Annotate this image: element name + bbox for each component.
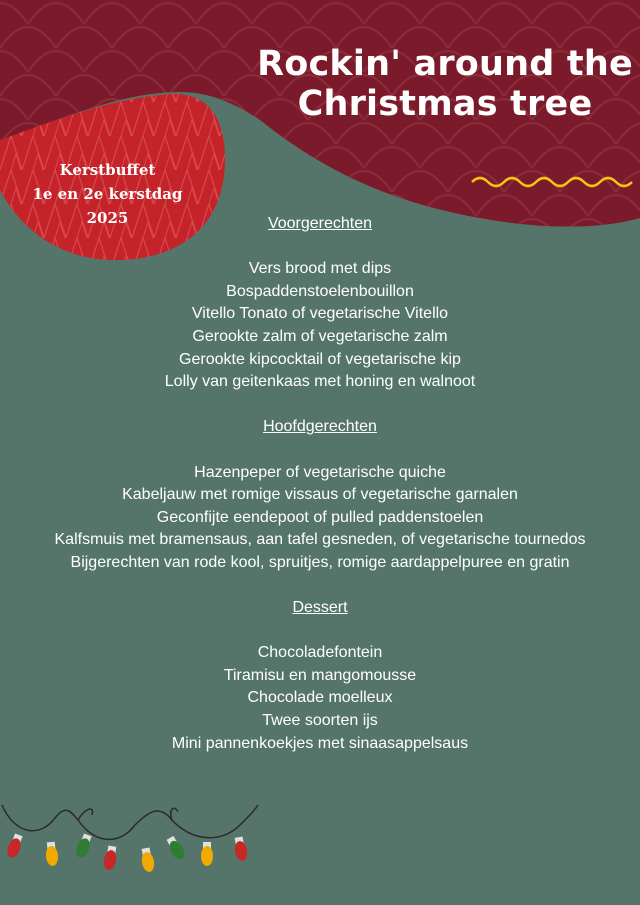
light-bulb-yellow-3 xyxy=(201,842,213,866)
menu-section-dessert xyxy=(0,597,640,755)
light-bulb-yellow-2 xyxy=(140,847,156,873)
menu-item: Lolly van geitenkaas met honing en walnoot xyxy=(164,373,476,391)
title-line-1: Rockin' around the xyxy=(257,44,633,84)
badge-line-3: 2025 xyxy=(86,209,129,227)
light-bulb-red-1 xyxy=(5,833,24,860)
light-bulb-yellow-1 xyxy=(45,842,59,867)
menu-item: Vers brood met dips xyxy=(248,260,392,278)
menu-item: Kabeljauw met romige vissaus of vegetarische garnalen xyxy=(122,486,518,504)
menu-item: Bijgerechten van rode kool, spruitjes, romige aardappelpuree en gratin xyxy=(70,553,570,571)
badge-line-1: Kerstbuffet xyxy=(59,161,156,179)
menu-section-voorgerechten xyxy=(0,213,640,394)
light-bulb-red-2 xyxy=(102,845,118,871)
page-title xyxy=(250,44,640,124)
menu-item: Hazenpeper of vegetarische quiche xyxy=(194,463,446,481)
menu-item: Tiramisu en mangomousse xyxy=(223,666,417,684)
title-line-2: Christmas tree xyxy=(297,84,593,124)
menu xyxy=(0,213,640,778)
menu-item: Mini pannenkoekjes met sinaasappelsaus xyxy=(171,734,469,752)
badge-line-2: 1e en 2e kerstdag xyxy=(32,185,183,203)
menu-item: Geconfijte eendepoot of pulled paddenstoelen xyxy=(156,508,484,526)
menu-item: Chocoladefontein xyxy=(257,644,383,662)
menu-item: Twee soorten ijs xyxy=(262,712,378,730)
menu-item: Chocolade moelleux xyxy=(247,689,393,707)
section-heading: Dessert xyxy=(292,599,348,617)
light-bulb-green-2 xyxy=(165,835,187,862)
menu-item: Vitello Tonato of vegetarische Vitello xyxy=(191,305,449,323)
light-bulb-red-3 xyxy=(233,836,249,862)
light-bulb-green-1 xyxy=(74,833,93,860)
menu-section-hoofdgerechten xyxy=(0,416,640,574)
menu-item: Gerookte zalm of vegetarische zalm xyxy=(192,327,448,345)
section-heading: Voorgerechten xyxy=(267,215,373,232)
menu-item: Kalfsmuis met bramensaus, aan tafel gesneden, of vegetarische tournedos xyxy=(54,531,586,549)
christmas-lights-string xyxy=(2,805,258,839)
menu-item: Bospaddenstoelenbouillon xyxy=(226,282,414,300)
menu-item: Gerookte kipcocktail of vegetarische kip xyxy=(179,350,461,368)
section-heading: Hoofdgerechten xyxy=(263,418,377,436)
